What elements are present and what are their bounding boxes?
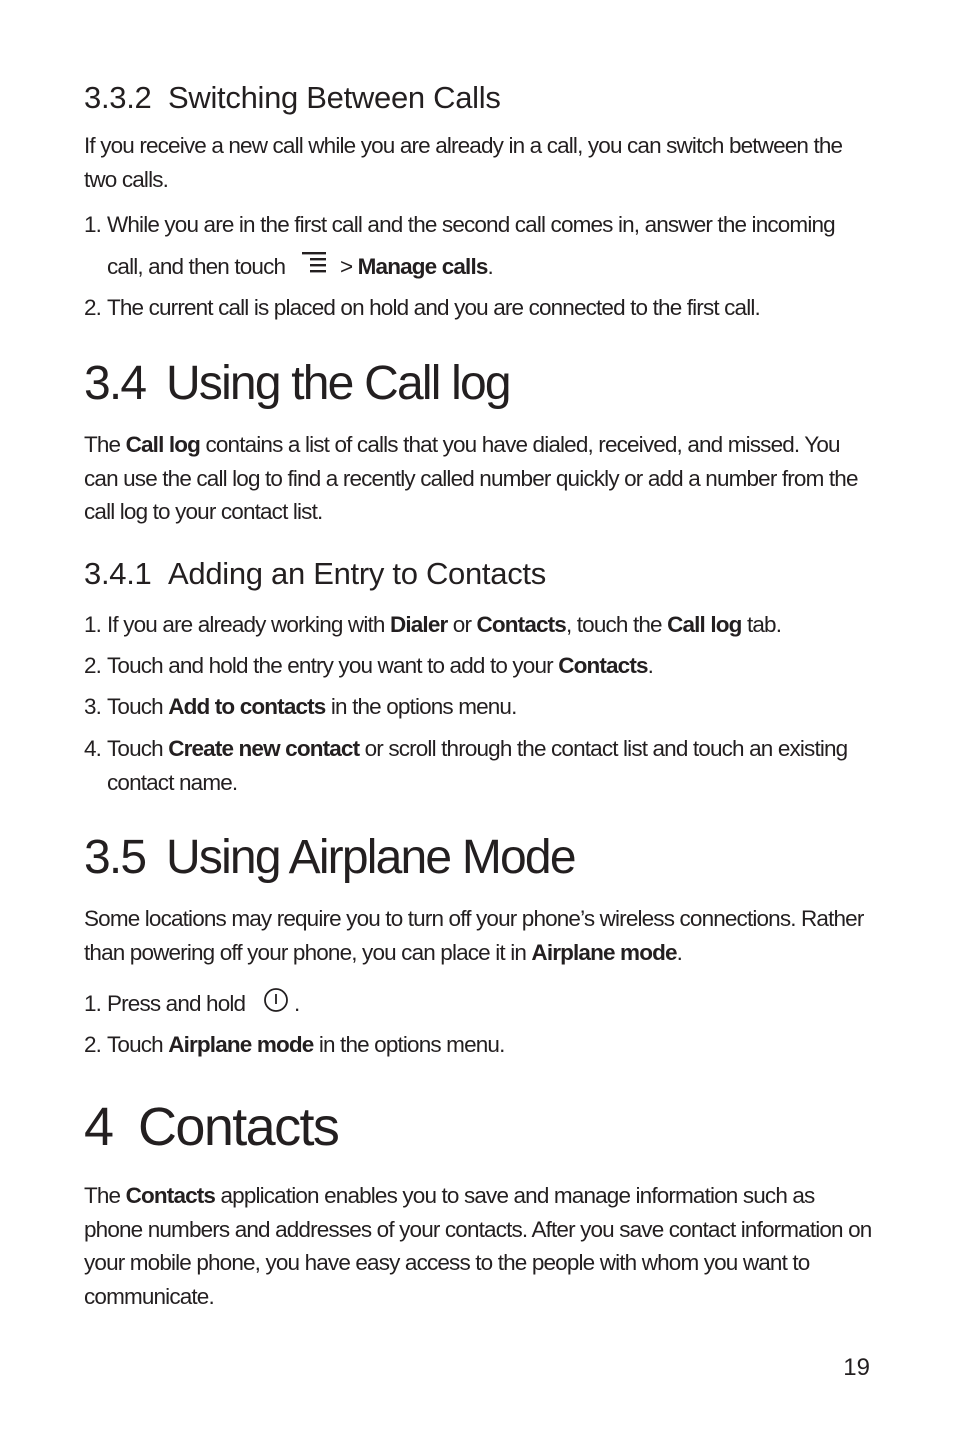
heading-3-3-2 — [84, 82, 874, 113]
manage-calls-label: Manage calls — [357, 254, 488, 279]
text: , touch the — [565, 612, 668, 637]
paragraph-airplane-intro — [84, 902, 874, 969]
call-log-label: Call log — [125, 432, 201, 457]
text: Touch and hold the entry you want to add to your — [107, 653, 559, 678]
text: Press and hold — [107, 991, 246, 1016]
list-item-add-step-4 — [84, 732, 874, 799]
text: The — [84, 432, 126, 457]
add-to-contacts-label: Add to contacts — [168, 694, 326, 719]
section-number: 3.4 — [84, 357, 146, 410]
text: Touch — [107, 694, 169, 719]
text: in the options menu. — [325, 694, 517, 719]
list-item-switch-step-2 — [84, 291, 874, 325]
list-number: 1. — [84, 991, 102, 1016]
paragraph-switching-intro: If you receive a new call while you are already in a call, you can switch between the two calls. — [84, 133, 843, 192]
contacts-label: Contacts — [125, 1183, 216, 1208]
chapter-title: Contacts — [138, 1097, 339, 1157]
dialer-label: Dialer — [389, 612, 448, 637]
section-number: 3.3.2 — [84, 80, 152, 115]
page-number: 19 — [843, 1354, 870, 1381]
list-number: 1. — [84, 212, 102, 237]
contacts-label: Contacts — [476, 612, 566, 637]
section-title: Adding an Entry to Contacts — [168, 556, 546, 591]
list-number: 2. — [84, 1032, 102, 1057]
list-item-add-step-1 — [84, 608, 874, 642]
heading-chapter-4 — [84, 1097, 874, 1157]
text: . — [288, 991, 300, 1016]
airplane-mode-label: Airplane mode — [168, 1032, 314, 1057]
step-text: While you are in the first call and the second call comes in, answer the incoming call, and then touch — [107, 212, 835, 279]
text: in the options menu. — [313, 1032, 505, 1057]
text: Some locations may require you to turn off your phone’s wireless connections. Rather than powering off your phone, you can place it in — [84, 906, 864, 965]
list-item-add-step-3 — [84, 690, 874, 724]
section-number: 3.4.1 — [84, 556, 152, 591]
text: tab. — [741, 612, 782, 637]
paragraph-contacts-intro — [84, 1179, 874, 1313]
text: If you are already working with — [107, 612, 390, 637]
list-number: 1. — [84, 612, 102, 637]
period: . — [487, 254, 493, 279]
text: or — [447, 612, 477, 637]
separator: > — [334, 254, 358, 279]
text: . — [676, 939, 683, 965]
text: Touch — [107, 736, 169, 761]
list-number: 4. — [84, 736, 102, 761]
text: The — [84, 1183, 126, 1208]
menu-icon — [301, 247, 329, 289]
step-text: The current call is placed on hold and you are connected to the first call. — [107, 295, 760, 320]
call-log-label: Call log — [667, 612, 742, 637]
text: contains a list of calls that you have dialed, received, and missed. You can use the call log to find a recently called number quickly or add a number from the call log to your contact list. — [84, 432, 858, 524]
text: Touch — [107, 1032, 169, 1057]
list-item-airplane-step-2 — [84, 1028, 874, 1062]
section-title: Using Airplane Mode — [166, 831, 575, 884]
text: . — [647, 653, 654, 678]
contacts-label: Contacts — [558, 653, 648, 678]
list-number: 3. — [84, 694, 102, 719]
heading-3-5 — [84, 831, 874, 884]
list-number: 2. — [84, 653, 102, 678]
text: application enables you to save and manage information such as phone numbers and addresses of your contacts. After you save contact information on your mobile phone, you have easy access to the people with whom you want to communicate. — [84, 1183, 872, 1309]
paragraph-call-log-intro — [84, 428, 874, 529]
heading-3-4 — [84, 357, 874, 410]
section-title: Using the Call log — [166, 357, 510, 410]
section-number: 3.5 — [84, 831, 146, 884]
list-item-switch-step-1 — [84, 208, 874, 289]
section-title: Switching Between Calls — [168, 80, 501, 115]
create-new-contact-label: Create new contact — [168, 736, 360, 761]
list-number: 2. — [84, 295, 102, 320]
power-icon — [263, 987, 289, 1023]
text: or scroll through the contact list and touch an existing contact name. — [107, 736, 848, 795]
airplane-mode-label: Airplane mode — [531, 939, 677, 965]
list-item-airplane-step-1 — [84, 987, 874, 1023]
list-item-add-step-2 — [84, 649, 874, 683]
chapter-number: 4 — [84, 1097, 113, 1157]
heading-3-4-1 — [84, 558, 874, 589]
